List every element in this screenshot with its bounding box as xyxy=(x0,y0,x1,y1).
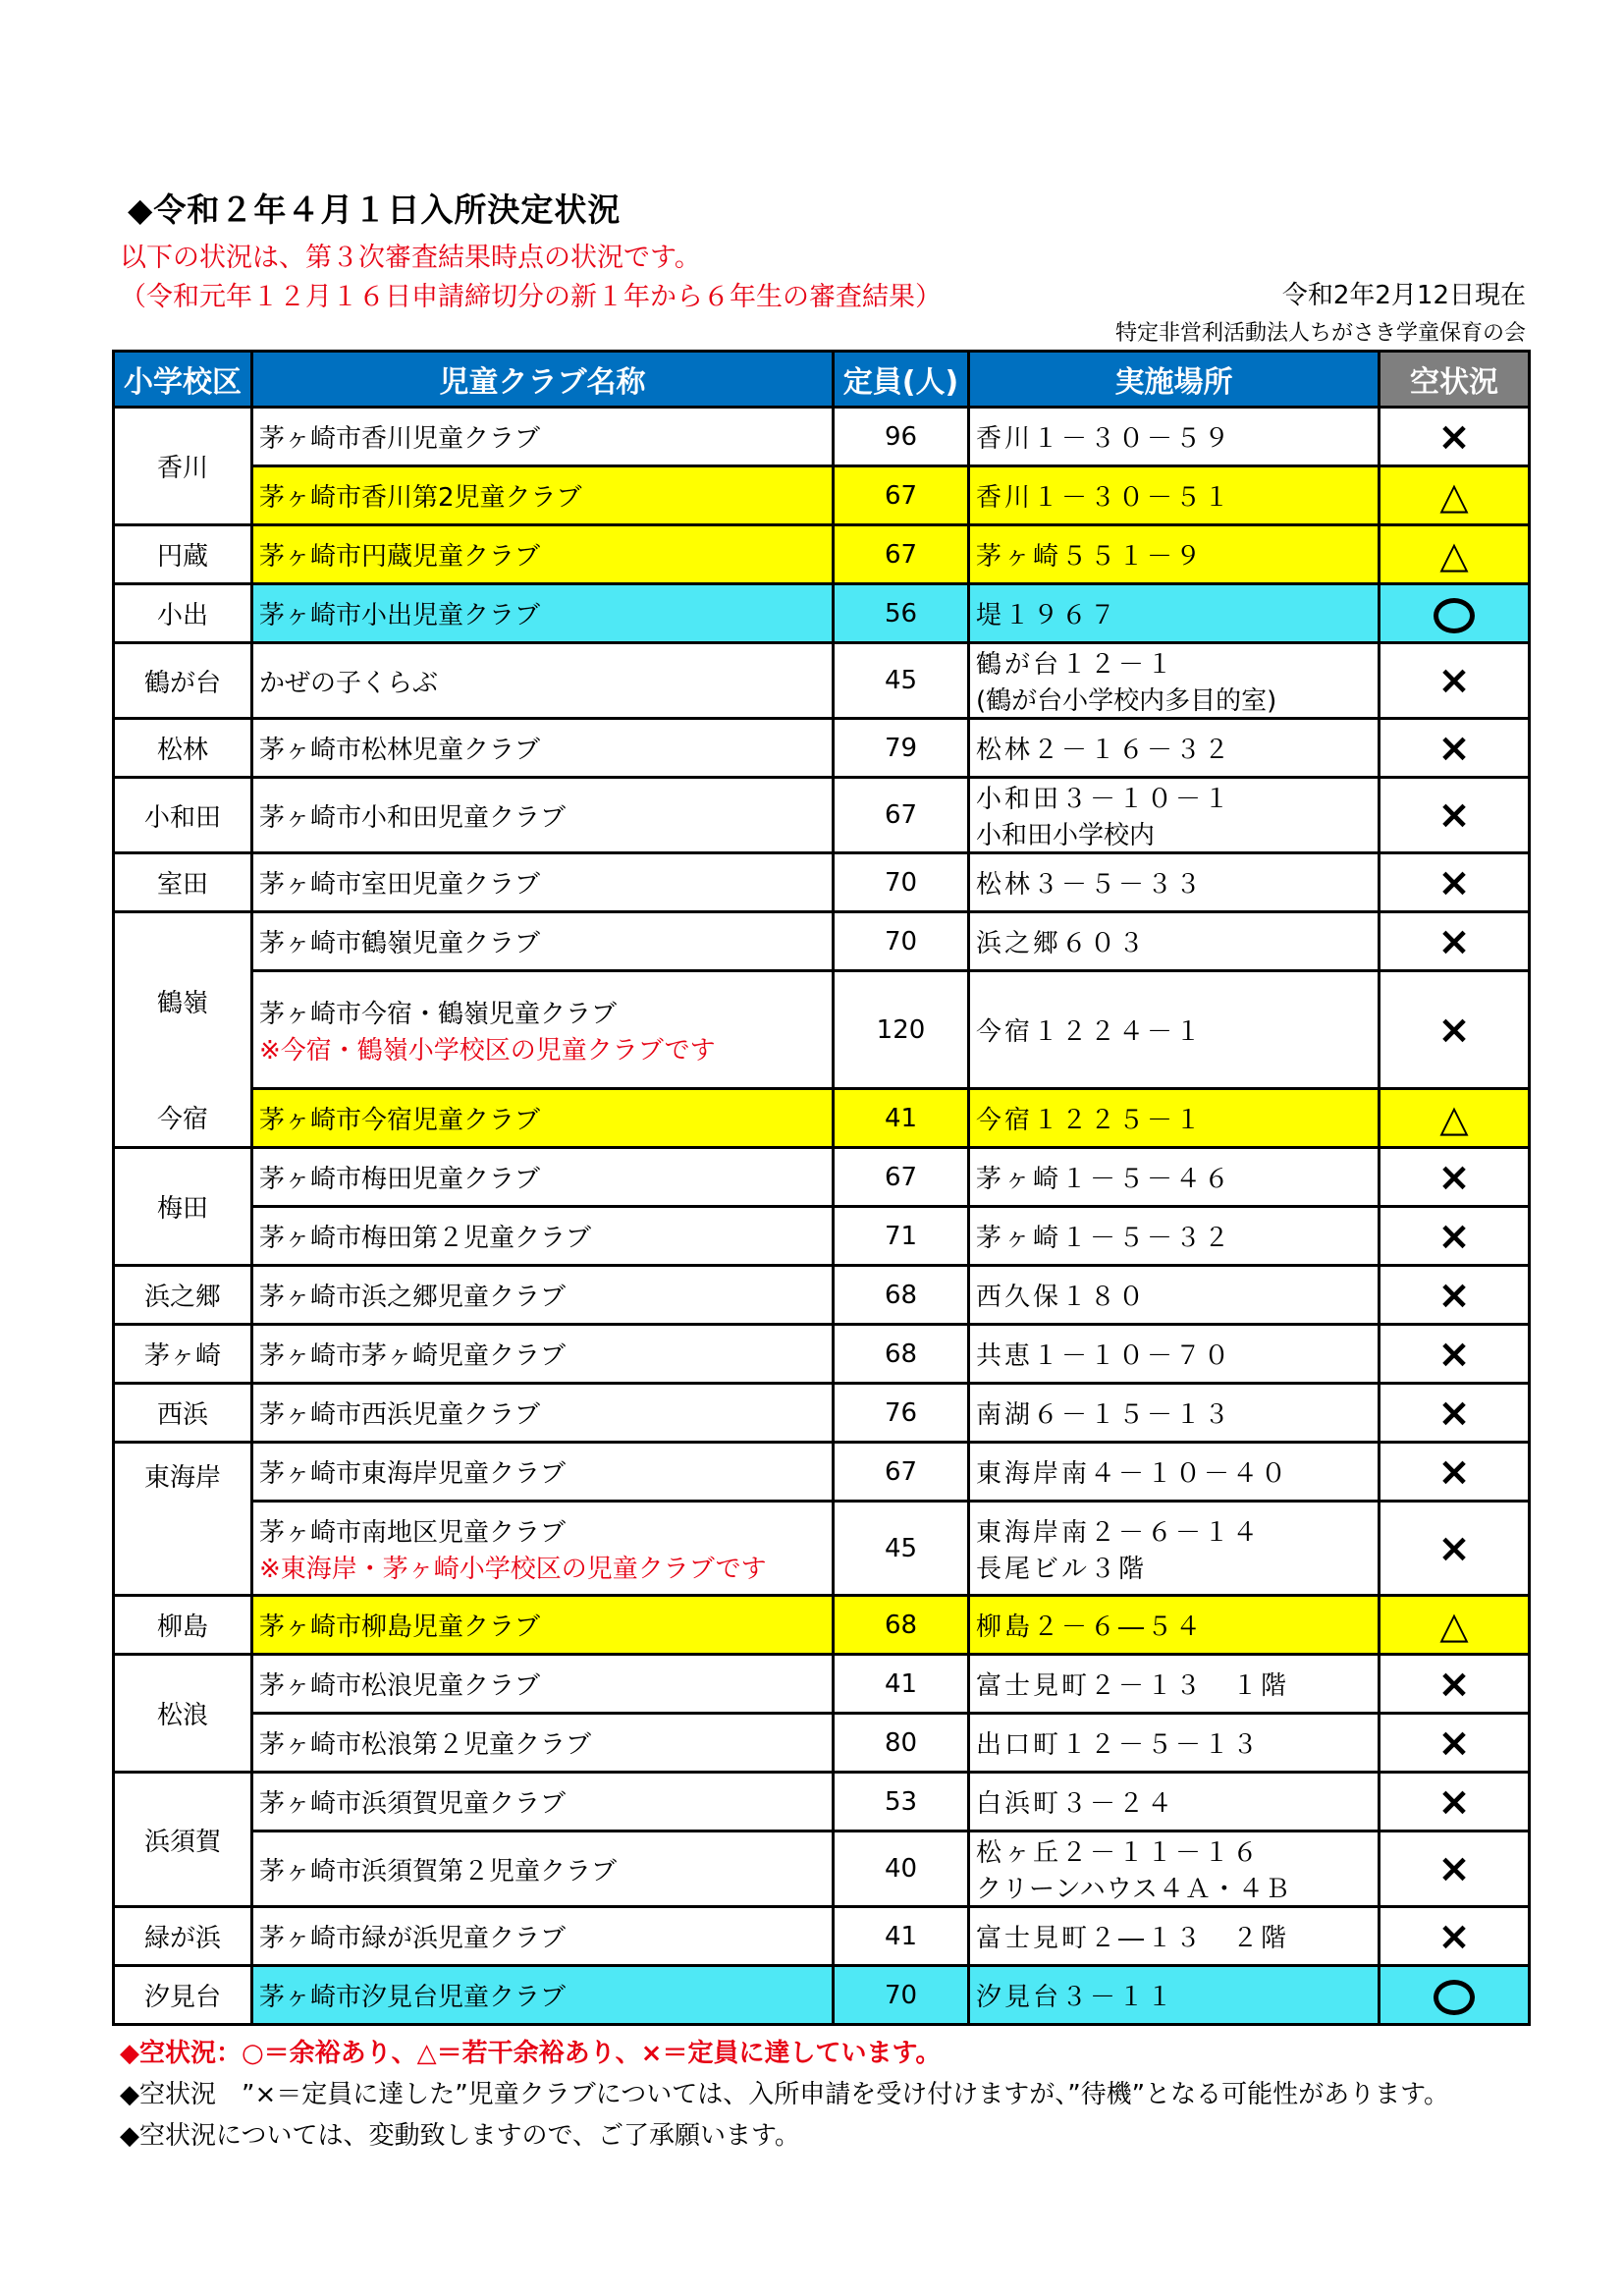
status-cell xyxy=(1380,408,1530,466)
location: 今宿１２２４－１ xyxy=(969,971,1380,1089)
location-line1: 松ヶ丘２－１１－１６ xyxy=(976,1838,1262,1868)
table-row xyxy=(114,1714,1530,1773)
capacity: 68 xyxy=(834,1266,969,1325)
club-name: 茅ヶ崎市松浪児童クラブ xyxy=(252,1655,834,1714)
table-row xyxy=(114,1148,1530,1207)
capacity: 71 xyxy=(834,1207,969,1266)
table-row xyxy=(114,1773,1530,1831)
school-district: 室田 xyxy=(114,853,252,912)
table-row xyxy=(114,1831,1530,1907)
capacity: 68 xyxy=(834,1596,969,1655)
table-row xyxy=(114,466,1530,525)
location-line2: クリーンハウス４Ａ・４Ｂ xyxy=(976,1875,1291,1904)
location-line2: 小和田小学校内 xyxy=(976,821,1156,850)
cross-mark-icon: × xyxy=(1437,1525,1471,1571)
location: 茅ヶ崎１－５－３２ xyxy=(969,1207,1380,1266)
school-district: 浜須賀 xyxy=(114,1773,252,1907)
triangle-mark-icon: △ xyxy=(1439,532,1469,576)
cross-mark-icon: × xyxy=(1437,859,1471,905)
cross-mark-icon: × xyxy=(1437,1846,1471,1891)
location xyxy=(969,1502,1380,1596)
status-cell xyxy=(1380,1907,1530,1966)
status-cell xyxy=(1380,643,1530,719)
capacity: 76 xyxy=(834,1384,969,1443)
table-row xyxy=(114,1207,1530,1266)
cross-mark-icon: × xyxy=(1437,725,1471,771)
club-name: 茅ヶ崎市松浪第２児童クラブ xyxy=(252,1714,834,1773)
capacity: 120 xyxy=(834,971,969,1089)
status-cell xyxy=(1380,912,1530,971)
location xyxy=(969,1831,1380,1907)
status-cell xyxy=(1380,853,1530,912)
table-row xyxy=(114,1502,1530,1596)
club-name: 茅ヶ崎市柳島児童クラブ xyxy=(252,1596,834,1655)
table-row xyxy=(114,1966,1530,2025)
status-cell xyxy=(1380,1325,1530,1384)
location: 富士見町２―１３ ２階 xyxy=(969,1907,1380,1966)
school-district: 香川 xyxy=(114,408,252,525)
capacity: 67 xyxy=(834,1148,969,1207)
school-district: 鶴嶺 xyxy=(114,912,252,1089)
club-name: 茅ヶ崎市梅田第２児童クラブ xyxy=(252,1207,834,1266)
cross-mark-icon: × xyxy=(1437,658,1471,703)
status-cell xyxy=(1380,1831,1530,1907)
school-district: 松林 xyxy=(114,719,252,778)
location: 茅ヶ崎１－５－４６ xyxy=(969,1148,1380,1207)
status-cell xyxy=(1380,719,1530,778)
status-cell xyxy=(1380,1266,1530,1325)
organization-name: 特定非営利活動法人ちがさき学童保育の会 xyxy=(1114,321,1526,346)
location: 柳島２－６―５４ xyxy=(969,1596,1380,1655)
location: 白浜町３－２４ xyxy=(969,1773,1380,1831)
capacity: 41 xyxy=(834,1655,969,1714)
school-district: 小和田 xyxy=(114,778,252,853)
location: 堤１９６７ xyxy=(969,584,1380,643)
school-district: 西浜 xyxy=(114,1384,252,1443)
school-district: 鶴が台 xyxy=(114,643,252,719)
cross-mark-icon: × xyxy=(1437,1913,1471,1959)
location: 茅ヶ崎５５１－９ xyxy=(969,525,1380,584)
school-district: 松浪 xyxy=(114,1655,252,1773)
location-line2: (鶴が台小学校内多目的室) xyxy=(976,686,1277,716)
table-row xyxy=(114,912,1530,971)
cross-mark-icon: × xyxy=(1437,1213,1471,1259)
location-line1: 東海岸南２－６－１４ xyxy=(976,1517,1262,1548)
cross-mark-icon: × xyxy=(1437,1661,1471,1707)
as-of-date: 令和2年2月12日現在 xyxy=(1281,281,1526,310)
table-row xyxy=(114,853,1530,912)
table-row xyxy=(114,1325,1530,1384)
table-row xyxy=(114,719,1530,778)
status-cell xyxy=(1380,1443,1530,1502)
capacity: 40 xyxy=(834,1831,969,1907)
status-cell xyxy=(1380,971,1530,1089)
capacity: 67 xyxy=(834,466,969,525)
table-row xyxy=(114,1384,1530,1443)
capacity: 70 xyxy=(834,853,969,912)
capacity: 70 xyxy=(834,1966,969,2025)
location-line1: 鶴が台１２－１ xyxy=(976,650,1176,680)
status-note-detail: （令和元年１２月１６日申請締切分の新１年から６年生の審査結果） xyxy=(120,282,942,312)
cross-mark-icon: × xyxy=(1437,1272,1471,1318)
table-row xyxy=(114,1266,1530,1325)
club-name: 茅ヶ崎市松林児童クラブ xyxy=(252,719,834,778)
header-capacity: 定員(人) xyxy=(834,352,969,408)
location: 共恵１－１０－７０ xyxy=(969,1325,1380,1384)
capacity: 67 xyxy=(834,1443,969,1502)
status-cell xyxy=(1380,1089,1530,1148)
club-name-text: 茅ヶ崎市今宿・鶴嶺児童クラブ xyxy=(259,999,618,1029)
school-district: 小出 xyxy=(114,584,252,643)
cross-mark-icon: × xyxy=(1437,1331,1471,1377)
capacity: 70 xyxy=(834,912,969,971)
header-school: 小学校区 xyxy=(114,352,252,408)
capacity: 56 xyxy=(834,584,969,643)
location: 出口町１２－５－１３ xyxy=(969,1714,1380,1773)
location xyxy=(969,643,1380,719)
school-district: 柳島 xyxy=(114,1596,252,1655)
school-district: 浜之郷 xyxy=(114,1266,252,1325)
location-line1: 小和田３－１０－１ xyxy=(976,785,1233,814)
cross-mark-icon: × xyxy=(1437,1390,1471,1436)
table-row xyxy=(114,1655,1530,1714)
capacity: 45 xyxy=(834,1502,969,1596)
location: 浜之郷６０３ xyxy=(969,912,1380,971)
status-note: 以下の状況は、第３次審査結果時点の状況です。 xyxy=(120,243,701,273)
capacity: 68 xyxy=(834,1325,969,1384)
club-name: 茅ヶ崎市室田児童クラブ xyxy=(252,853,834,912)
status-cell xyxy=(1380,1207,1530,1266)
header-status: 空状況 xyxy=(1380,352,1530,408)
club-name: 茅ヶ崎市浜須賀第２児童クラブ xyxy=(252,1831,834,1907)
club-name: 茅ヶ崎市西浜児童クラブ xyxy=(252,1384,834,1443)
club-name xyxy=(252,971,834,1089)
circle-mark-icon xyxy=(1434,598,1475,633)
table-row xyxy=(114,971,1530,1089)
club-name: 茅ヶ崎市梅田児童クラブ xyxy=(252,1148,834,1207)
school-district: 梅田 xyxy=(114,1148,252,1266)
location: 松林２－１６－３２ xyxy=(969,719,1380,778)
status-cell xyxy=(1380,1655,1530,1714)
header-location: 実施場所 xyxy=(969,352,1380,408)
location: 汐見台３－１１ xyxy=(969,1966,1380,2025)
school-district: 緑が浜 xyxy=(114,1907,252,1966)
table-row xyxy=(114,1596,1530,1655)
cross-mark-icon: × xyxy=(1437,413,1471,460)
header-club: 児童クラブ名称 xyxy=(252,352,834,408)
club-name-text: 茅ヶ崎市南地区児童クラブ xyxy=(259,1517,567,1548)
location: 松林３－５－３３ xyxy=(969,853,1380,912)
cross-mark-icon: × xyxy=(1437,918,1471,964)
status-cell xyxy=(1380,1714,1530,1773)
club-name: 茅ヶ崎市緑が浜児童クラブ xyxy=(252,1907,834,1966)
table-row xyxy=(114,643,1530,719)
table-row xyxy=(114,1089,1530,1148)
club-name: 茅ヶ崎市小和田児童クラブ xyxy=(252,778,834,853)
triangle-mark-icon: △ xyxy=(1439,1096,1469,1140)
status-cell xyxy=(1380,1596,1530,1655)
cross-mark-icon: × xyxy=(1437,1449,1471,1495)
status-cell xyxy=(1380,525,1530,584)
location: 東海岸南４－１０－４０ xyxy=(969,1443,1380,1502)
status-legend: ◆空状況：○＝余裕あり、△＝若干余裕あり、×＝定員に達しています。 xyxy=(120,2039,942,2068)
page-title: ◆令和２年４月１日入所決定状況 xyxy=(128,191,622,229)
location: 西久保１８０ xyxy=(969,1266,1380,1325)
club-name: 茅ヶ崎市浜之郷児童クラブ xyxy=(252,1266,834,1325)
club-note: ※東海岸・茅ヶ崎小学校区の児童クラブです xyxy=(259,1554,767,1584)
capacity: 45 xyxy=(834,643,969,719)
location: 南湖６－１５－１３ xyxy=(969,1384,1380,1443)
capacity: 67 xyxy=(834,778,969,853)
table-row xyxy=(114,1443,1530,1502)
status-cell xyxy=(1380,778,1530,853)
footer-note-waiting: ◆空状況 ”×＝定員に達した”児童クラブについては、入所申請を受け付けますが、”待機”となる可能性があります。 xyxy=(120,2080,1450,2109)
cross-mark-icon: × xyxy=(1437,1154,1471,1200)
club-name xyxy=(252,1502,834,1596)
capacity: 53 xyxy=(834,1773,969,1831)
club-name: 茅ヶ崎市東海岸児童クラブ xyxy=(252,1443,834,1502)
club-status-table xyxy=(112,350,1531,2026)
club-name: かぜの子くらぶ xyxy=(252,643,834,719)
location xyxy=(969,778,1380,853)
club-name: 茅ヶ崎市鶴嶺児童クラブ xyxy=(252,912,834,971)
club-name: 茅ヶ崎市小出児童クラブ xyxy=(252,584,834,643)
cross-mark-icon: × xyxy=(1437,793,1471,838)
cross-mark-icon: × xyxy=(1437,1778,1471,1825)
table-row xyxy=(114,778,1530,853)
footer-note-change: ◆空状況については、変動致しますので、ご了承願います。 xyxy=(120,2121,800,2151)
club-note: ※今宿・鶴嶺小学校区の児童クラブです xyxy=(259,1035,716,1066)
location: 今宿１２２５－１ xyxy=(969,1089,1380,1148)
status-cell xyxy=(1380,1773,1530,1831)
cross-mark-icon: × xyxy=(1437,1007,1471,1053)
location: 香川１－３０－５９ xyxy=(969,408,1380,466)
triangle-mark-icon: △ xyxy=(1439,473,1469,518)
school-district: 茅ヶ崎 xyxy=(114,1325,252,1384)
table-row xyxy=(114,1907,1530,1966)
location: 香川１－３０－５１ xyxy=(969,466,1380,525)
club-name: 茅ヶ崎市汐見台児童クラブ xyxy=(252,1966,834,2025)
status-cell xyxy=(1380,1148,1530,1207)
location-line2: 長尾ビル３階 xyxy=(976,1554,1148,1584)
capacity: 67 xyxy=(834,525,969,584)
club-name: 茅ヶ崎市香川児童クラブ xyxy=(252,408,834,466)
school-district: 東海岸 xyxy=(114,1443,252,1596)
status-cell xyxy=(1380,1966,1530,2025)
cross-mark-icon: × xyxy=(1437,1720,1471,1766)
status-cell xyxy=(1380,584,1530,643)
club-name: 茅ヶ崎市今宿児童クラブ xyxy=(252,1089,834,1148)
status-cell xyxy=(1380,466,1530,525)
triangle-mark-icon: △ xyxy=(1439,1603,1469,1647)
status-cell xyxy=(1380,1502,1530,1596)
school-district: 円蔵 xyxy=(114,525,252,584)
capacity: 79 xyxy=(834,719,969,778)
capacity: 96 xyxy=(834,408,969,466)
school-district: 汐見台 xyxy=(114,1966,252,2025)
status-cell xyxy=(1380,1384,1530,1443)
club-name: 茅ヶ崎市香川第2児童クラブ xyxy=(252,466,834,525)
table-header-row xyxy=(114,352,1530,408)
club-name: 茅ヶ崎市茅ヶ崎児童クラブ xyxy=(252,1325,834,1384)
capacity: 41 xyxy=(834,1089,969,1148)
table-row xyxy=(114,525,1530,584)
school-district: 今宿 xyxy=(114,1089,252,1148)
table-row xyxy=(114,584,1530,643)
location: 富士見町２－１３ １階 xyxy=(969,1655,1380,1714)
club-name: 茅ヶ崎市浜須賀児童クラブ xyxy=(252,1773,834,1831)
circle-mark-icon xyxy=(1434,1980,1475,2015)
capacity: 80 xyxy=(834,1714,969,1773)
table-row xyxy=(114,408,1530,466)
club-name: 茅ヶ崎市円蔵児童クラブ xyxy=(252,525,834,584)
capacity: 41 xyxy=(834,1907,969,1966)
